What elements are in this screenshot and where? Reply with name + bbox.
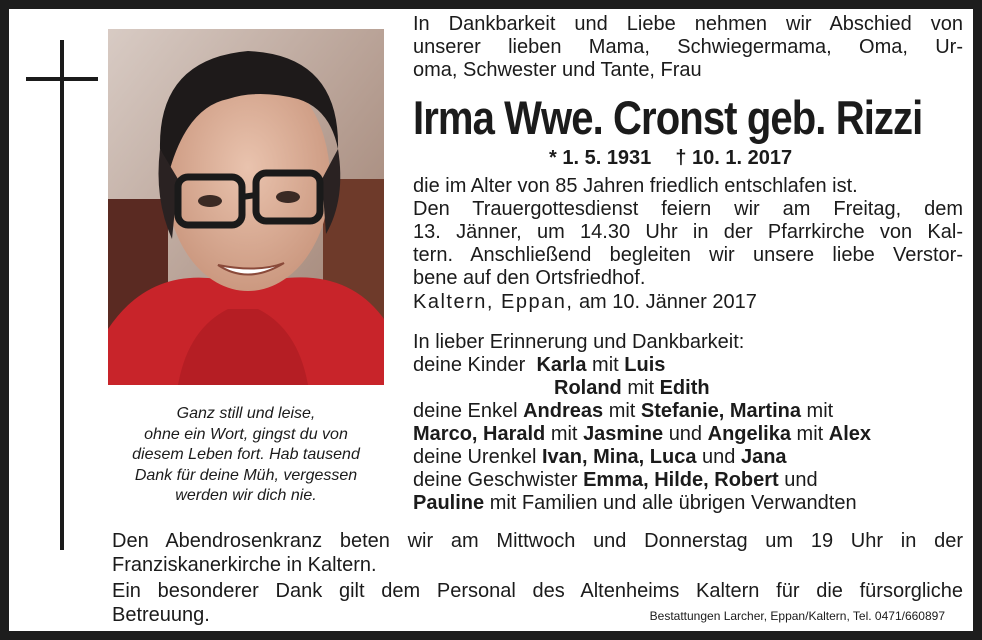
rosary-line: Den Abendrosenkranz beten wir am Mittwoch und Donnerstag um 19 Uhr in der — [112, 530, 963, 552]
poem-line: diesem Leben fort. Hab tausend — [132, 446, 360, 463]
grandchild-partner: Alex — [828, 423, 872, 445]
great-grandchildren-names: Ivan, Mina, Luca — [541, 446, 697, 468]
great-grandchildren-row — [413, 446, 963, 469]
grandchild-partner: Stefanie, Martina — [640, 400, 801, 422]
with-word: mit — [608, 400, 636, 422]
rosary-line: Franziskanerkirche in Kaltern. — [112, 554, 377, 576]
memorial-heading: In lieber Erinnerung und Dankbarkeit: — [413, 331, 745, 353]
siblings-row — [413, 469, 963, 492]
with-word: mit — [592, 354, 619, 376]
poem-line: Dank für deine Müh, vergessen — [134, 466, 358, 484]
grandchildren-prefix: deine Enkel — [413, 400, 518, 422]
poem-line: werden wir dich nie. — [175, 487, 317, 504]
body-line: 13. Jänner, um 14.30 Uhr in der Pfarrkirche von Kal- — [413, 221, 963, 243]
intro-line: unserer lieben Mama, Schwiegermama, Oma, Ur- — [413, 36, 963, 58]
and-word: und — [702, 446, 736, 468]
funeral-text — [413, 175, 963, 290]
grandchild-name: Andreas — [523, 400, 604, 422]
rosary-text — [112, 529, 963, 577]
place-date — [413, 291, 963, 314]
sibling-name: Pauline — [413, 492, 485, 514]
partner-name: Edith — [659, 377, 710, 399]
and-word: und — [668, 423, 703, 445]
memorial-list — [413, 331, 963, 515]
siblings-prefix: deine Geschwister — [413, 469, 578, 491]
children-prefix: deine Kinder — [413, 354, 526, 376]
great-grandchildren-prefix: deine Urenkel — [413, 446, 537, 468]
grandchild-partner: Jasmine — [583, 423, 664, 445]
sibling-names: Emma, Hilde, Robert — [583, 469, 779, 491]
children-row — [413, 377, 963, 400]
body-line: bene auf den Ortsfriedhof. — [413, 267, 646, 289]
with-word: mit — [550, 423, 578, 445]
poem-line: ohne ein Wort, gingst du von — [144, 425, 348, 443]
place: Kaltern, Eppan, — [413, 291, 574, 313]
birth-date: * 1. 5. 1931 — [549, 147, 652, 169]
cross-icon-bar — [26, 77, 98, 81]
body-line: Den Trauergottesdienst feiern wir am Freitag, dem — [413, 198, 963, 220]
body-line: die im Alter von 85 Jahren friedlich entschlafen ist. — [413, 175, 858, 197]
partner-name: Luis — [624, 354, 666, 376]
with-word: mit — [796, 423, 824, 445]
intro-line: In Dankbarkeit und Liebe nehmen wir Abschied von — [413, 13, 963, 35]
cross-icon — [60, 40, 64, 550]
grandchildren-row — [413, 423, 963, 446]
great-grandchild-name: Jana — [740, 446, 787, 468]
portrait-photo — [108, 29, 384, 385]
date-line: am 10. Jänner 2017 — [578, 291, 757, 313]
grandchild-name: Marco, Harald — [413, 423, 546, 445]
child-name: Roland — [554, 377, 622, 399]
thanks-line: Ein besonderer Dank gilt dem Personal des Altenheims Kaltern für die fürsorgliche — [112, 580, 963, 602]
relatives-text: mit Familien und alle übrigen Verwandten — [489, 492, 857, 514]
grandchild-name: Angelika — [707, 423, 791, 445]
with-word: mit — [806, 400, 834, 422]
death-date: † 10. 1. 2017 — [675, 147, 793, 169]
grandchildren-row — [413, 400, 963, 423]
with-word: mit — [627, 377, 655, 399]
child-name: Karla — [536, 354, 587, 376]
thanks-line: Betreuung. — [112, 604, 210, 626]
children-row — [413, 354, 963, 377]
intro-text — [413, 13, 963, 82]
deceased-name: Irma Wwe. Cronst geb. Rizzi — [413, 92, 923, 145]
siblings-row — [413, 492, 963, 515]
and-word: und — [784, 469, 818, 491]
life-dates — [549, 147, 816, 170]
funeral-home-credit: Bestattungen Larcher, Eppan/Kaltern, Tel. 0471/660897 — [649, 609, 945, 623]
intro-line: oma, Schwester und Tante, Frau — [413, 59, 702, 81]
poem-line: Ganz still und leise, — [176, 405, 316, 422]
poem — [101, 404, 391, 507]
body-line: tern. Anschließend begleiten wir unsere liebe Verstor- — [413, 244, 963, 266]
